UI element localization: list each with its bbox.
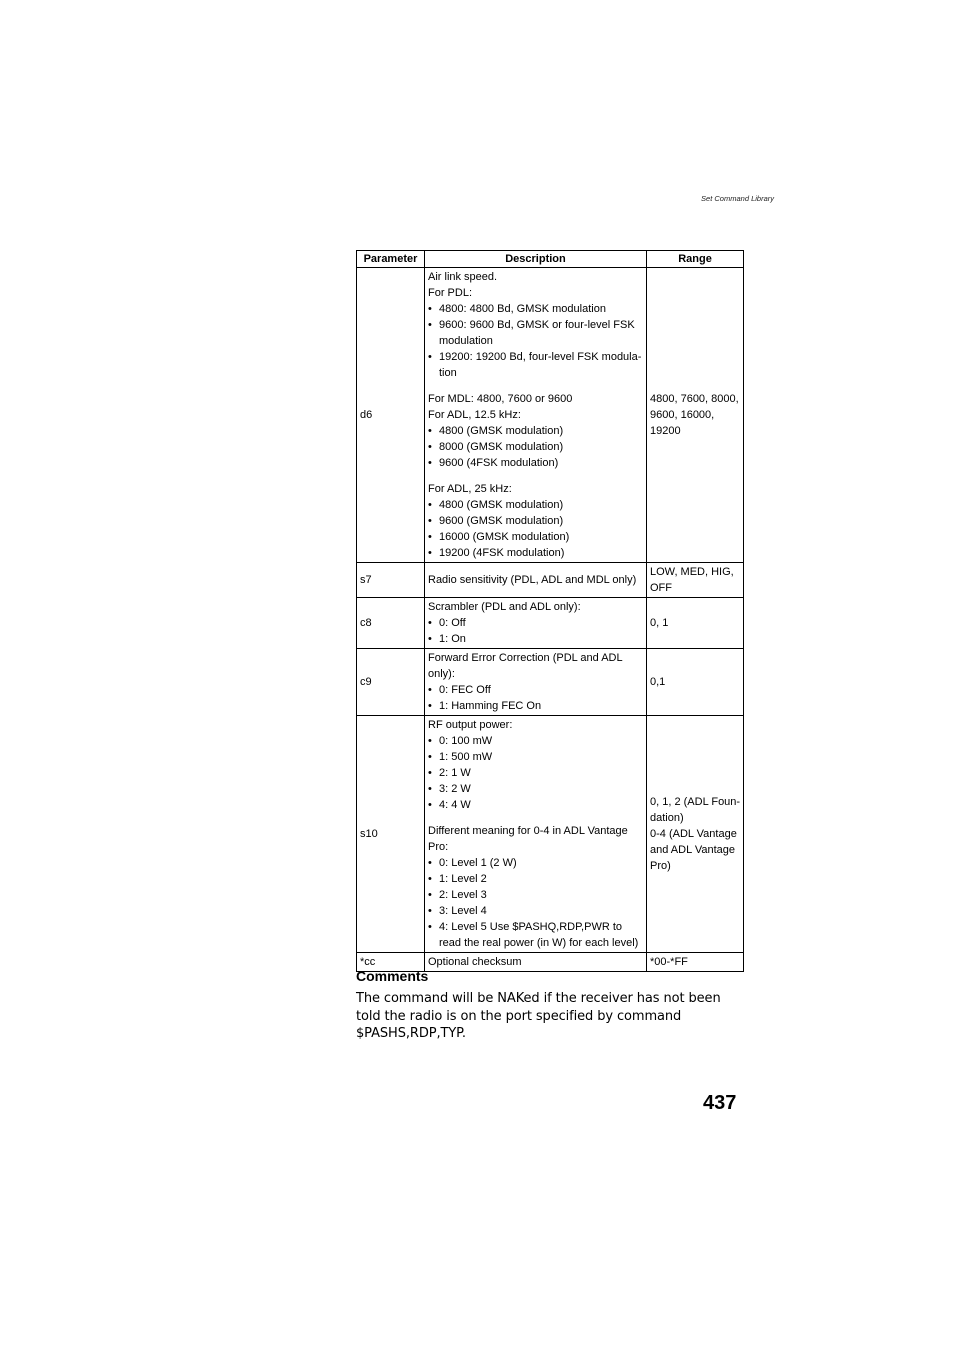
paragraph-gap xyxy=(428,813,644,823)
description-line: For MDL: 4800, 7600 or 9600 xyxy=(428,393,573,405)
range-cell xyxy=(647,649,744,716)
parameter-cell: s7 xyxy=(357,563,425,598)
table-row xyxy=(357,268,744,563)
paragraph-gap xyxy=(428,471,644,481)
bullet-item: • 4800 (GMSK modulation) xyxy=(428,423,644,439)
parameter-cell: c9 xyxy=(357,649,425,716)
bullet-item: • 1: 500 mW xyxy=(428,749,644,765)
bullet-item: • 0: Level 1 (2 W) xyxy=(428,855,644,871)
description-line: For ADL, 25 kHz: xyxy=(428,483,512,495)
description-line: RF output power: xyxy=(428,719,513,731)
table-row xyxy=(357,649,744,716)
range-line: 0, 1, 2 (ADL Foun- xyxy=(650,796,741,808)
range-cell xyxy=(647,953,744,972)
paragraph-gap xyxy=(428,381,644,391)
parameter-cell: c8 xyxy=(357,598,425,649)
range-cell xyxy=(647,716,744,953)
bullet-item: • 19200 (4FSK modulation) xyxy=(428,545,644,561)
bullet-item: • 9600 (GMSK modulation) xyxy=(428,513,644,529)
column-header-description: Description xyxy=(425,251,647,268)
description-cell xyxy=(425,716,647,953)
column-header-parameter: Parameter xyxy=(357,251,425,268)
range-line: 0,1 xyxy=(650,676,666,688)
parameter-cell: s10 xyxy=(357,716,425,953)
description-line: Forward Error Correction (PDL and ADL only): xyxy=(428,652,623,680)
description-cell xyxy=(425,268,647,563)
parameter-table xyxy=(356,250,744,972)
range-line: *00-*FF xyxy=(650,956,688,968)
bullet-item: • 1: Level 2 xyxy=(428,871,644,887)
bullet-item: • 9600: 9600 Bd, GMSK or four-level FSK modulation xyxy=(428,317,644,349)
description-line: Scrambler (PDL and ADL only): xyxy=(428,601,581,613)
description-line: Different meaning for 0-4 in ADL Vantage Pro: xyxy=(428,825,628,853)
range-line: 0, 1 xyxy=(650,617,669,629)
bullet-item: • 3: 2 W xyxy=(428,781,644,797)
page-number: 437 xyxy=(703,1092,737,1114)
bullet-item: • 4800: 4800 Bd, GMSK modulation xyxy=(428,301,644,317)
comments-heading: Comments xyxy=(356,968,429,984)
range-cell xyxy=(647,563,744,598)
table-row xyxy=(357,716,744,953)
bullet-item: • 0: 100 mW xyxy=(428,733,644,749)
range-line: OFF xyxy=(650,582,672,594)
bullet-item: • 16000 (GMSK modulation) xyxy=(428,529,644,545)
range-line: and ADL Vantage xyxy=(650,844,736,856)
column-header-range: Range xyxy=(647,251,744,268)
description-line: Optional checksum xyxy=(428,956,522,968)
bullet-item: • 9600 (4FSK modulation) xyxy=(428,455,644,471)
description-line: For ADL, 12.5 kHz: xyxy=(428,409,521,421)
range-cell xyxy=(647,598,744,649)
range-line: 19200 xyxy=(650,425,681,437)
table-row xyxy=(357,563,744,598)
parameter-cell: *cc xyxy=(357,953,425,972)
description-line: Air link speed. xyxy=(428,271,498,283)
description-cell xyxy=(425,649,647,716)
description-cell xyxy=(425,598,647,649)
range-line: 0-4 (ADL Vantage xyxy=(650,828,737,840)
parameter-cell: d6 xyxy=(357,268,425,563)
range-line: Pro) xyxy=(650,860,671,872)
bullet-item: • 2: 1 W xyxy=(428,765,644,781)
range-cell xyxy=(647,268,744,563)
description-cell xyxy=(425,563,647,598)
range-line: 4800, 7600, 8000, xyxy=(650,393,739,405)
bullet-item: • 4800 (GMSK modulation) xyxy=(428,497,644,513)
bullet-item: • 0: Off xyxy=(428,615,644,631)
description-line: Radio sensitivity (PDL, ADL and MDL only) xyxy=(428,574,637,586)
bullet-item: • 1: Hamming FEC On xyxy=(428,698,644,714)
table-body xyxy=(357,268,744,972)
bullet-item: • 3: Level 4 xyxy=(428,903,644,919)
bullet-item: • 2: Level 3 xyxy=(428,887,644,903)
bullet-item: • 19200: 19200 Bd, four-level FSK modula-tion xyxy=(428,349,644,381)
comments-body: The command will be NAKed if the receiver has not been told the radio is on the port specified by command $PASHS,RDP,TYP. xyxy=(356,991,721,1041)
range-line: dation) xyxy=(650,812,684,824)
bullet-item: • 0: FEC Off xyxy=(428,682,644,698)
range-line: 9600, 16000, xyxy=(650,409,715,421)
table-header-row xyxy=(357,251,744,268)
bullet-item: • 8000 (GMSK modulation) xyxy=(428,439,644,455)
running-header: Set Command Library xyxy=(701,194,774,203)
description-line: For PDL: xyxy=(428,287,473,299)
bullet-item: • 1: On xyxy=(428,631,644,647)
description-cell xyxy=(425,953,647,972)
table-row xyxy=(357,598,744,649)
range-line: LOW, MED, HIG, xyxy=(650,566,734,578)
bullet-item: • 4: Level 5 Use $PASHQ,RDP,PWR to read the real power (in W) for each level) xyxy=(428,919,644,951)
bullet-item: • 4: 4 W xyxy=(428,797,644,813)
